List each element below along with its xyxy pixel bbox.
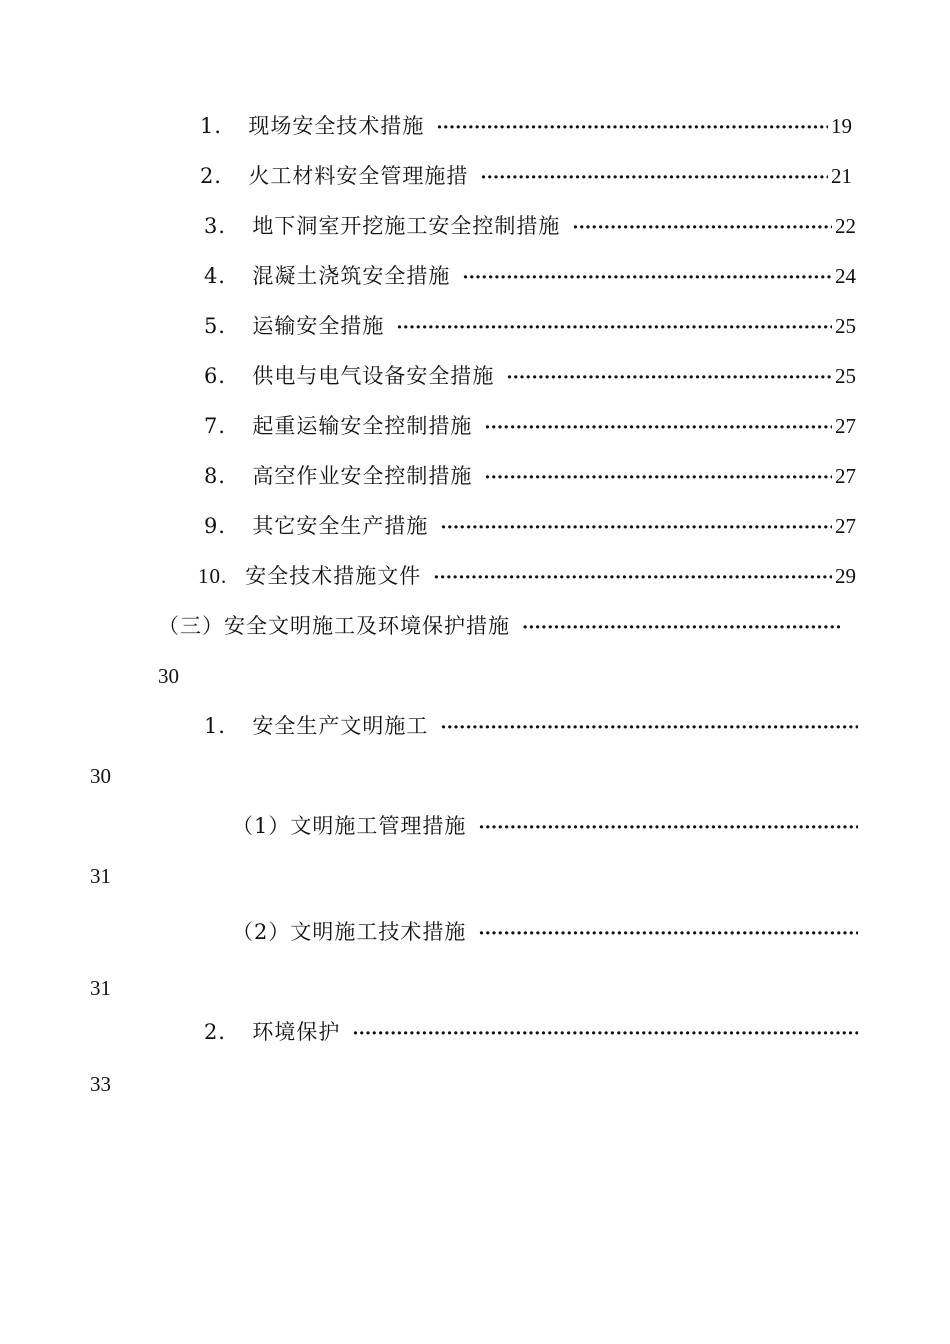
toc-entry-page: 31 [90, 976, 111, 1000]
toc-entry-number: 2． [200, 164, 237, 188]
toc-entry-page: 27 [835, 514, 856, 538]
toc-entry-title: 文明施工管理措施 [290, 814, 467, 838]
toc-entry-9[interactable] [204, 512, 856, 540]
dot-leader [484, 414, 832, 442]
toc-entry-4[interactable] [204, 262, 856, 290]
toc-entry-7[interactable] [204, 412, 856, 440]
toc-entry-1[interactable] [200, 112, 852, 140]
toc-entry-title: 火工材料安全管理施措 [248, 164, 469, 188]
toc-entry-number: 5． [204, 314, 241, 338]
toc-entry-page: 25 [835, 314, 856, 338]
toc-entry-number: 10. [198, 564, 228, 588]
dot-leader [478, 814, 858, 842]
dot-leader [506, 364, 832, 392]
toc-entry-page: 22 [835, 214, 856, 238]
toc-entry-number: 9． [204, 514, 241, 538]
dot-leader [462, 264, 832, 292]
toc-entry-number: 6． [204, 364, 241, 388]
toc-entry-title: 地下洞室开挖施工安全控制措施 [252, 214, 561, 238]
dot-leader [480, 164, 828, 192]
toc-entry-number: （1） [232, 814, 291, 838]
toc-entry-2[interactable] [200, 162, 852, 190]
dot-leader [440, 714, 858, 742]
toc-entry-number: （2） [232, 920, 291, 944]
dot-leader [440, 514, 832, 542]
dot-leader [352, 1020, 858, 1048]
toc-entry-page: 19 [831, 114, 852, 138]
toc-entry-title: 起重运输安全控制措施 [252, 414, 473, 438]
dot-leader [396, 314, 832, 342]
toc-entry-page: 21 [831, 164, 852, 188]
toc-entry-page: 29 [835, 564, 856, 588]
toc-subentry-1[interactable] [204, 712, 858, 740]
toc-entry-number: 1． [204, 714, 241, 738]
dot-leader [522, 614, 840, 642]
toc-section-number: （三） [158, 614, 224, 638]
toc-entry-title: 现场安全技术措施 [248, 114, 425, 138]
toc-entry-3[interactable] [204, 212, 856, 240]
toc-subentry-2[interactable] [204, 1018, 858, 1046]
toc-entry-8[interactable] [204, 462, 856, 490]
toc-section-page: 30 [158, 664, 179, 688]
toc-entry-page: 31 [90, 864, 111, 888]
toc-subentry-1-2[interactable] [232, 918, 858, 946]
toc-entry-page: 27 [835, 464, 856, 488]
toc-entry-title: 安全技术措施文件 [245, 564, 422, 588]
toc-entry-number: 7． [204, 414, 241, 438]
toc-entry-number: 2． [204, 1020, 241, 1044]
toc-entry-title: 供电与电气设备安全措施 [252, 364, 495, 388]
toc-entry-10[interactable] [198, 562, 856, 590]
toc-entry-title: 混凝土浇筑安全措施 [252, 264, 451, 288]
toc-entry-page: 30 [90, 764, 111, 788]
toc-entry-5[interactable] [204, 312, 856, 340]
toc-entry-page: 24 [835, 264, 856, 288]
dot-leader [572, 214, 832, 242]
toc-entry-number: 1． [200, 114, 237, 138]
toc-entry-page: 27 [835, 414, 856, 438]
toc-entry-title: 环境保护 [252, 1020, 341, 1044]
toc-entry-6[interactable] [204, 362, 856, 390]
dot-leader [433, 564, 832, 592]
dot-leader [484, 464, 832, 492]
toc-entry-number: 3． [204, 214, 241, 238]
toc-section-title: 安全文明施工及环境保护措施 [224, 614, 510, 638]
toc-entry-number: 8． [204, 464, 241, 488]
toc-entry-title: 运输安全措施 [252, 314, 385, 338]
toc-entry-page: 25 [835, 364, 856, 388]
toc-section-3[interactable] [158, 612, 840, 640]
toc-entry-page: 33 [90, 1072, 111, 1096]
toc-entry-title: 文明施工技术措施 [290, 920, 467, 944]
dot-leader [478, 920, 858, 948]
dot-leader [436, 114, 828, 142]
toc-entry-title: 高空作业安全控制措施 [252, 464, 473, 488]
toc-entry-title: 其它安全生产措施 [252, 514, 429, 538]
toc-entry-title: 安全生产文明施工 [252, 714, 429, 738]
toc-entry-number: 4． [204, 264, 241, 288]
toc-subentry-1-1[interactable] [232, 812, 858, 840]
